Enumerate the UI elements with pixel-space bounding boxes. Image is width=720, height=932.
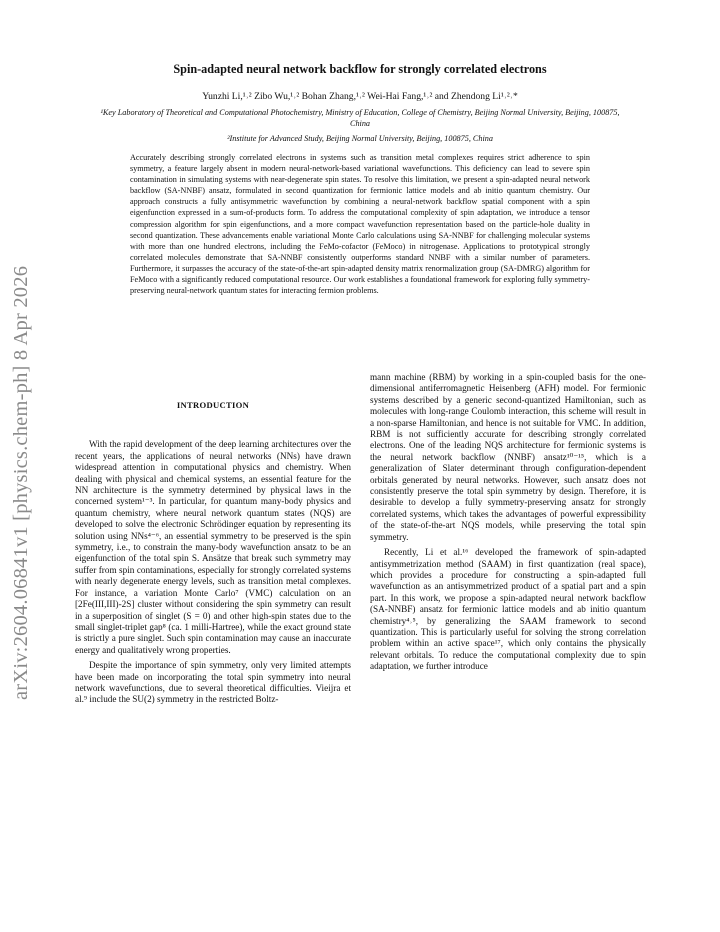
abstract: Accurately describing strongly correlated electrons in systems such as transition metal complexes requires strict adherence to spin symmetry, a feature largely absent in modern neural-network-based variational wavefunctions. This deficiency can lead to severe spin contamination in simulating systems with near-degenerate spin states. To resolve this limitation, we present a spin-adapted neural network backflow (SA-NNBF) ansatz, formulated in second quantization for fermionic lattice models and ab initio quantum chemistry. Our approach constructs a fully antisymmetric wavefunction by combining a neural-network backflow spatial component with a spin eigenfunction expressed in a sum-of-products form. To address the computational complexity of spin adaptation, we introduce a tensor compression algorithm for spin eigenfunctions, and a more compact wavefunction representation based on the particle-hole duality in second quantization. These advancements enable variational Monte Carlo calculations using SA-NNBF for challenging molecular systems with more than one hundred electrons, including the FeMo-cofactor (FeMoco) in nitrogenase. Applications to prototypical strongly correlated molecules demonstrate that SA-NNBF consistently outperforms standard NNBF with a similar number of parameters. Furthermore, it surpasses the accuracy of the state-of-the-art spin-adapted density matrix renormalization group (SA-DMRG) algorithm for FeMoco with a significantly reduced computational resource. Our work establishes a foundational framework for exploring fully symmetry-preserving neural-network quantum states for interacting fermion problems.: [130, 153, 590, 296]
right-column: [370, 372, 646, 673]
intro-paragraph-2: Despite the importance of spin symmetry, only very limited attempts have been made on incorporating the total spin symmetry into neural network wavefunctions, due to several theoretical difficulties. Vieijra et al.⁹ include the SU(2) symmetry in the restricted Boltz-: [75, 660, 351, 705]
paper-title: Spin-adapted neural network backflow for strongly correlated electrons: [173, 62, 547, 76]
intro-paragraph-3: Recently, Li et al.¹⁶ developed the framework of spin-adapted antisymmetrization method (SAAM) in first quantization (real space), which provides a procedure for constructing a spin-adapted full wavefunction as an antisymmetrized product of a spatial part and a spin part. In this work, we propose a spin-adapted neural network backflow (SA-NNBF) ansatz for fermionic lattice models and ab initio quantum chemistry⁴˒⁵, by generalizing the SAAM framework to second quantization. This is particularly useful for solving the strong correlation problem within an active space¹⁷, which only contains the physically relevant orbitals. To reduce the computational complexity due to spin adaptation, we further introduce: [370, 547, 646, 672]
left-column: [75, 400, 351, 706]
arxiv-identifier: arXiv:2604.06841v1 [physics.chem-ph] 8 Apr 2026: [10, 265, 32, 700]
intro-paragraph-2-continued: mann machine (RBM) by working in a spin-coupled basis for the one-dimensional antiferromagnetic Heisenberg (AFH) model. For fermionic systems described by a generic second-quantized Hamiltonian, such as molecules with long-range Coulomb interaction, this scheme will result in a non-sparse Hamiltonian, and hence is not suitable for VMC. In addition, RBM is not sufficiently accurate for describing strongly correlated electrons. One of the leading NQS architecture for fermionic systems is the neural network backflow (NNBF) ansatz¹⁰⁻¹⁵, which is a generalization of Slater determinant through configuration-dependent orbitals generated by neural networks. However, such ansatz does not consistently preserve the total spin symmetry by design. Therefore, it is desirable to develop a fully symmetry-preserving ansatz for strongly correlated systems, which takes the advantages of powerful expressibility of the state-of-the-art NQS models, while preserving the total spin symmetry.: [370, 372, 646, 542]
author-list: Yunzhi Li,¹˒² Zibo Wu,¹˒² Bohan Zhang,¹˒² Wei-Hai Fang,¹˒² and Zhendong Li¹˒²˒*: [202, 91, 518, 102]
section-heading-introduction: INTRODUCTION: [176, 400, 250, 410]
intro-paragraph-1: With the rapid development of the deep learning architectures over the recent years, the applications of neural networks (NNs) have drawn widespread attention in computational physics and chemistry. When dealing with physical and chemical systems, an essential feature for the NN architecture is the symmetry determined by physical laws in the concerned system¹⁻³. In particular, for quantum many-body physics and quantum chemistry, where neural network quantum states (NQS) are developed to solve the electronic Schrödinger equation by representing its solution using NNs⁴⁻⁶, an essential symmetry to be preserved is the spin symmetry, i.e., to constrain the many-body wavefunction ansatz to be an eigenfunction of the total spin S. Ansätze that break such symmetry may suffer from spin contaminations, especially for strongly correlated systems with nearly degenerate energy levels, such as transition metal complexes. For instance, a variation Monte Carlo⁷ (VMC) calculation on an [2Fe(III,III)-2S] cluster without considering the spin symmetry can result in a superposition of singlet (S = 0) and other high-spin states due to the small singlet-triplet gap⁸ (ca. 1 milli-Hartree), while the exact ground state is strictly a pure singlet. Such spin contamination may cause an inaccurate energy and qualitatively wrong properties.: [75, 439, 351, 655]
affiliation-2: ²Institute for Advanced Study, Beijing Normal University, Beijing, 100875, China: [227, 134, 493, 143]
affiliation-1: ¹Key Laboratory of Theoretical and Computational Photochemistry, Ministry of Education, College of Chemistry, Beijing Normal University, Beijing, 100875, China: [100, 108, 620, 128]
